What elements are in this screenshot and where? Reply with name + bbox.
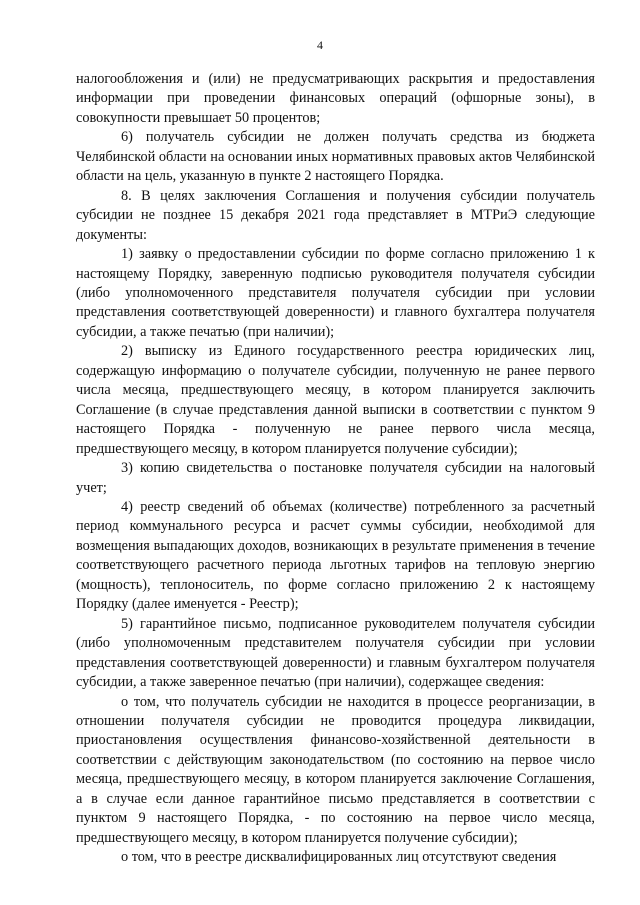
- paragraph-reorganization-statement: о том, что получатель субсидии не находится в процессе реорганизации, в отношении получателя субсидии не проводится процедура ликвидации, приостановления осуществления финансово-хозяйственной деятельности в соответствии с действующим законодательством (по состоянию на первое число месяца, предшествующего месяцу, в котором планируется заключение Соглашения, а в случае если данное гарантийное письмо представляется в соответствии с пунктом 9 настоящего Порядка, - по состоянию на первое число месяца, предшествующего месяцу, в котором планируется получение субсидии);: [76, 693, 595, 846]
- page-number: 4: [317, 38, 323, 52]
- paragraph-clause-8: 8. В целях заключения Соглашения и получения субсидии получатель субсидии не позднее 15 декабря 2021 года представляет в МТРиЭ следующие документы:: [76, 187, 595, 243]
- paragraph-item-3: 3) копию свидетельства о постановке получателя субсидии на налоговый учет;: [76, 460, 595, 496]
- paragraph-continuation: налогообложения и (или) не предусматривающих раскрытия и предоставления информации при проведении финансовых операций (офшорные зоны), в совокупности превышает 50 процентов;: [76, 71, 595, 126]
- paragraph-item-6: 6) получатель субсидии не должен получать средства из бюджета Челябинской области на основании иных нормативных правовых актов Челябинской области на цель, указанную в пункте 2 настоящего Порядка.: [76, 129, 595, 185]
- paragraph-item-5: 5) гарантийное письмо, подписанное руководителем получателя субсидии (либо уполномоченным представителем получателя субсидии при условии представления соответствующей доверенности) и главным бухгалтером получателя субсидии, а также заверенное печатью (при наличии), содержащее сведения:: [76, 615, 595, 691]
- paragraph-disqualified-registry-statement: о том, что в реестре дисквалифицированных лиц отсутствуют сведения: [121, 849, 557, 866]
- paragraph-item-2: 2) выписку из Единого государственного реестра юридических лиц, содержащую информацию о получателе субсидии, полученную не ранее первого числа месяца, предшествующего месяцу, в котором планируется заключить Соглашение (в случае представления данной выписки в соответствии с пунктом 9 настоящего Порядка - полученную не ранее первого числа месяца, предшествующего месяцу, в котором планируется получение субсидии);: [76, 343, 595, 457]
- paragraph-item-4: 4) реестр сведений об объемах (количестве) потребленного за расчетный период коммунального ресурса и расчет суммы субсидии, необходимой для возмещения выпадающих доходов, возникающих в результате применения в течение соответствующего расчетного периода льготных тарифов на тепловую энергию (мощность), теплоноситель, по форме согласно приложению 2 к настоящему Порядку (далее именуется - Реестр);: [76, 498, 595, 613]
- paragraph-item-1: 1) заявку о предоставлении субсидии по форме согласно приложению 1 к настоящему Порядку, заверенную подписью руководителя получателя субсидии (либо уполномоченного представителя получателя субсидии при условии представления соответствующей доверенности) и главного бухгалтера получателя субсидии, а также печатью (при наличии);: [76, 246, 595, 340]
- document-body: [76, 70, 595, 868]
